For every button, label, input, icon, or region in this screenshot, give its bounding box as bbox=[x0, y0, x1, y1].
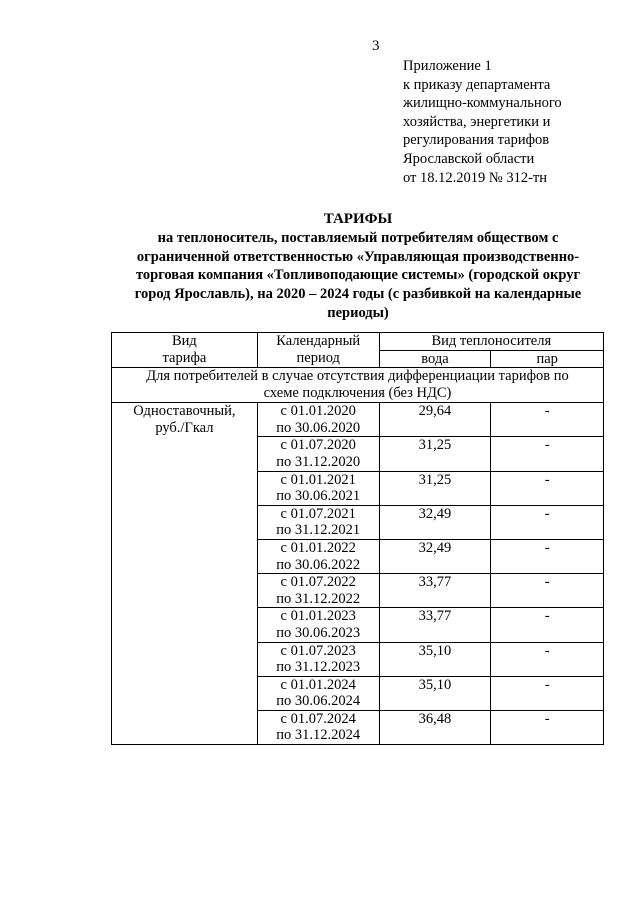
header-steam: пар bbox=[491, 350, 604, 368]
appendix-line: от 18.12.2019 № 312-тн bbox=[403, 169, 548, 186]
document-subtitle-line: ограниченной ответственностью «Управляющая производственно- bbox=[136, 248, 580, 265]
steam-value-cell: - bbox=[491, 574, 604, 608]
period-from: с 01.01.2024 bbox=[280, 676, 356, 693]
period-from: с 01.01.2022 bbox=[280, 539, 356, 556]
period-to: по 31.12.2022 bbox=[276, 590, 361, 607]
period-to: по 30.06.2024 bbox=[276, 693, 361, 710]
tariff-type-text: руб./Гкал bbox=[155, 419, 214, 436]
period-from: с 01.01.2023 bbox=[280, 608, 356, 625]
table-row bbox=[112, 403, 604, 437]
period-cell bbox=[257, 539, 379, 573]
steam-value-cell: - bbox=[491, 403, 604, 437]
period-from: с 01.07.2022 bbox=[280, 574, 356, 591]
steam-value-cell: - bbox=[491, 437, 604, 471]
period-to: по 30.06.2023 bbox=[276, 624, 361, 641]
water-value-cell: 35,10 bbox=[379, 676, 491, 710]
water-value-cell: 35,10 bbox=[379, 642, 491, 676]
header-text: Календарный bbox=[276, 333, 361, 349]
document-title: ТАРИФЫ bbox=[323, 211, 393, 227]
steam-value-cell: - bbox=[491, 676, 604, 710]
section-caption bbox=[112, 368, 604, 403]
period-cell bbox=[257, 710, 379, 744]
tariff-table bbox=[111, 332, 604, 745]
period-cell bbox=[257, 437, 379, 471]
appendix-block bbox=[403, 57, 562, 187]
steam-value-cell: - bbox=[491, 471, 604, 505]
period-to: по 31.12.2023 bbox=[276, 659, 361, 676]
period-cell bbox=[257, 642, 379, 676]
period-cell bbox=[257, 574, 379, 608]
appendix-line: жилищно-коммунального bbox=[403, 95, 562, 112]
appendix-line: регулирования тарифов bbox=[403, 132, 550, 149]
steam-value-cell: - bbox=[491, 505, 604, 539]
header-carrier: Вид теплоносителя bbox=[379, 333, 603, 351]
period-cell bbox=[257, 403, 379, 437]
section-text: схеме подключения (без НДС) bbox=[263, 384, 452, 401]
period-to: по 30.06.2020 bbox=[276, 419, 361, 436]
table-header-row bbox=[112, 333, 604, 351]
document-subtitle-line: периоды) bbox=[327, 304, 389, 321]
table-section-row bbox=[112, 368, 604, 403]
document-subtitle-line: на теплоноситель, поставляемый потребителям обществом с bbox=[157, 229, 559, 246]
period-to: по 31.12.2024 bbox=[276, 727, 361, 744]
period-cell bbox=[257, 471, 379, 505]
steam-value-cell: - bbox=[491, 710, 604, 744]
document-subtitle-line: город Ярославль), на 2020 – 2024 годы (с разбивкой на календарные bbox=[134, 286, 582, 303]
period-cell bbox=[257, 505, 379, 539]
period-to: по 30.06.2021 bbox=[276, 488, 361, 505]
header-water: вода bbox=[379, 350, 491, 368]
tariff-type-text: Одноставочный, bbox=[133, 403, 236, 420]
period-cell bbox=[257, 608, 379, 642]
period-from: с 01.07.2021 bbox=[280, 505, 356, 522]
document-subtitle-line: торговая компания «Топливоподающие системы» (городской округ bbox=[135, 267, 581, 284]
appendix-line: хозяйства, энергетики и bbox=[403, 113, 551, 130]
period-from: с 01.01.2020 bbox=[280, 403, 356, 420]
water-value-cell: 33,77 bbox=[379, 608, 491, 642]
header-period bbox=[257, 333, 379, 368]
period-from: с 01.07.2023 bbox=[280, 642, 356, 659]
document-heading bbox=[110, 210, 606, 323]
tariff-type-cell bbox=[112, 403, 258, 745]
period-to: по 31.12.2021 bbox=[276, 522, 361, 539]
period-to: по 31.12.2020 bbox=[276, 453, 361, 470]
water-value-cell: 31,25 bbox=[379, 437, 491, 471]
steam-value-cell: - bbox=[491, 642, 604, 676]
water-value-cell: 32,49 bbox=[379, 539, 491, 573]
water-value-cell: 31,25 bbox=[379, 471, 491, 505]
period-from: с 01.01.2021 bbox=[280, 471, 356, 488]
period-to: по 30.06.2022 bbox=[276, 556, 361, 573]
appendix-line: Приложение 1 bbox=[403, 58, 492, 74]
water-value-cell: 33,77 bbox=[379, 574, 491, 608]
period-from: с 01.07.2024 bbox=[280, 710, 356, 727]
header-text: Вид bbox=[171, 333, 197, 349]
period-cell bbox=[257, 676, 379, 710]
appendix-line: к приказу департамента bbox=[403, 76, 551, 93]
header-tariff-type bbox=[112, 333, 258, 368]
period-from: с 01.07.2020 bbox=[280, 437, 356, 454]
water-value-cell: 29,64 bbox=[379, 403, 491, 437]
water-value-cell: 36,48 bbox=[379, 710, 491, 744]
steam-value-cell: - bbox=[491, 539, 604, 573]
appendix-line: Ярославской области bbox=[403, 150, 535, 167]
water-value-cell: 32,49 bbox=[379, 505, 491, 539]
header-text: тарифа bbox=[162, 349, 207, 366]
steam-value-cell: - bbox=[491, 608, 604, 642]
page-number: 3 bbox=[372, 38, 380, 54]
section-text: Для потребителей в случае отсутствия дифференциации тарифов по bbox=[146, 368, 569, 385]
header-text: период bbox=[296, 349, 340, 366]
